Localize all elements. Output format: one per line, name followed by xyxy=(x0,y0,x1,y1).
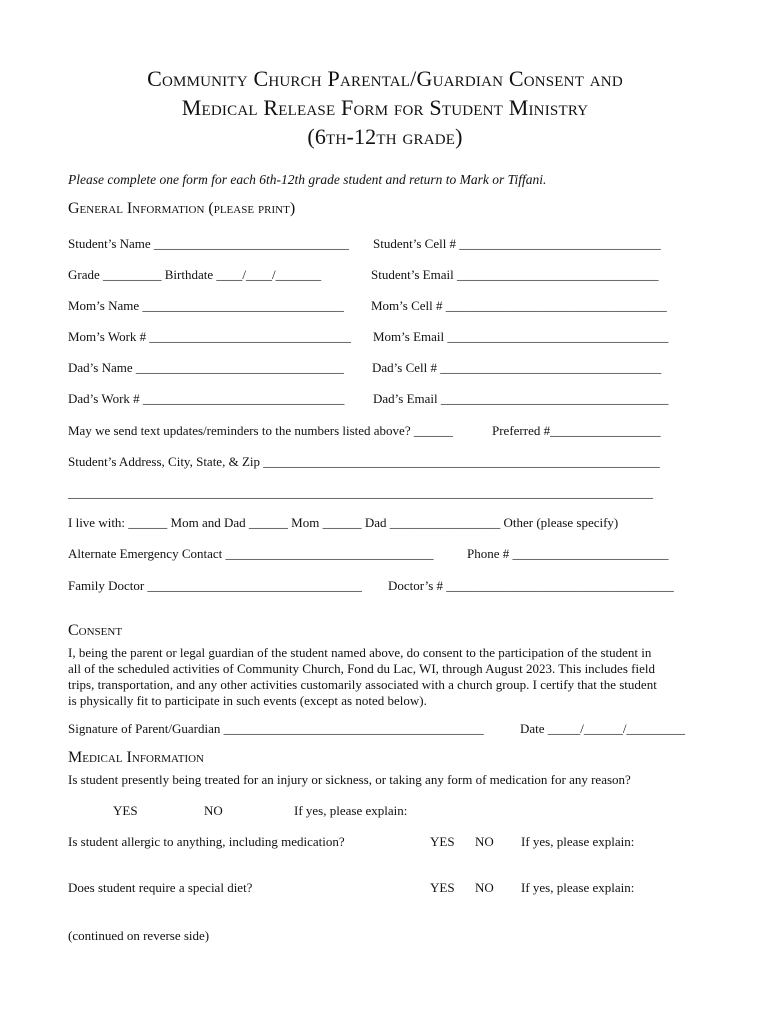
emergency-contact-field[interactable]: Alternate Emergency Contact ________________________________ xyxy=(68,546,434,561)
mom-email-field[interactable]: Mom’s Email __________________________________ xyxy=(373,329,669,344)
row-grade xyxy=(68,267,659,283)
row-doctor xyxy=(68,578,674,594)
emergency-phone-field[interactable]: Phone # ________________________ xyxy=(467,546,669,561)
consent-line: is physically fit to participate in such events (except as noted below). xyxy=(68,693,427,708)
preferred-number-field[interactable]: Preferred #_________________ xyxy=(492,423,661,438)
q1-explain-label: If yes, please explain: xyxy=(294,803,408,818)
doctor-phone-field[interactable]: Doctor’s # ___________________________________ xyxy=(388,578,674,593)
dad-name-field[interactable]: Dad’s Name ________________________________ xyxy=(68,360,344,375)
row-mom-work xyxy=(68,329,669,345)
grade-birthdate-field[interactable]: Grade _________ Birthdate ____/____/_______ xyxy=(68,267,322,282)
consent-line: all of the scheduled activities of Community Church, Fond du Lac, WI, through August 2023. This includes field xyxy=(68,661,655,676)
mom-name-field[interactable]: Mom’s Name _______________________________ xyxy=(68,298,344,313)
q2-explain-label: If yes, please explain: xyxy=(521,834,635,849)
consent-line: trips, transportation, and any other activities customarily associated with a church group. I certify that the student xyxy=(68,677,657,692)
q2-no-option[interactable]: NO xyxy=(475,834,494,849)
family-doctor-field[interactable]: Family Doctor _________________________________ xyxy=(68,578,362,593)
row-dad-work xyxy=(68,391,669,407)
student-cell-field[interactable]: Student’s Cell # _______________________________ xyxy=(373,236,661,251)
consent-paragraph xyxy=(68,645,708,709)
q3-no-option[interactable]: NO xyxy=(475,880,494,895)
consent-heading: Consent xyxy=(68,622,123,639)
dad-work-field[interactable]: Dad’s Work # _______________________________ xyxy=(68,391,345,406)
question-allergy: Is student allergic to anything, including medication? xyxy=(68,834,345,849)
question-diet: Does student require a special diet? xyxy=(68,880,253,895)
q3-yes-option[interactable]: YES xyxy=(430,880,455,895)
dad-email-field[interactable]: Dad’s Email ___________________________________ xyxy=(373,391,669,406)
row-dad xyxy=(68,360,662,376)
text-updates-field[interactable]: May we send text updates/reminders to the numbers listed above? ______ xyxy=(68,423,453,438)
q2-yes-option[interactable]: YES xyxy=(430,834,455,849)
q1-no-option[interactable]: NO xyxy=(204,803,223,818)
address-field[interactable]: Student’s Address, City, State, & Zip _____________________________________________________________ xyxy=(68,454,660,469)
form-title xyxy=(0,64,770,151)
q1-yes-option[interactable]: YES xyxy=(113,803,138,818)
title-line-1: Community Church Parental/Guardian Consent and xyxy=(147,66,623,91)
student-email-field[interactable]: Student’s Email _______________________________ xyxy=(371,267,659,282)
medical-heading: Medical Information xyxy=(68,749,204,766)
dad-cell-field[interactable]: Dad’s Cell # __________________________________ xyxy=(372,360,662,375)
question-treatment: Is student presently being treated for an injury or sickness, or taking any form of medication for any reason? xyxy=(68,772,631,787)
signature-field[interactable]: Signature of Parent/Guardian ________________________________________ xyxy=(68,721,484,736)
date-field[interactable]: Date _____/______/_________ xyxy=(520,721,686,736)
row-student xyxy=(68,236,661,252)
row-mom xyxy=(68,298,667,314)
row-text-updates xyxy=(68,423,661,439)
student-name-field[interactable]: Student’s Name ______________________________ xyxy=(68,236,349,251)
general-info-heading: General Information (please print) xyxy=(68,200,296,217)
live-with-field[interactable]: I live with: ______ Mom and Dad ______ Mom ______ Dad _________________ Other (please specify) xyxy=(68,515,619,530)
mom-cell-field[interactable]: Mom’s Cell # __________________________________ xyxy=(371,298,667,313)
address-line-2-field[interactable]: __________________________________________________________________________________________ xyxy=(68,485,653,500)
row-emergency xyxy=(68,546,669,562)
continued-note: (continued on reverse side) xyxy=(68,928,210,943)
q3-explain-label: If yes, please explain: xyxy=(521,880,635,895)
title-line-3: (6th-12th grade) xyxy=(307,124,463,149)
mom-work-field[interactable]: Mom’s Work # _______________________________ xyxy=(68,329,351,344)
title-line-2: Medical Release Form for Student Ministry xyxy=(181,95,589,120)
intro-text: Please complete one form for each 6th-12th grade student and return to Mark or Tiffani. xyxy=(68,172,547,187)
row-signature xyxy=(68,721,686,737)
consent-line: I, being the parent or legal guardian of the student named above, do consent to the participation of the student in xyxy=(68,645,652,660)
